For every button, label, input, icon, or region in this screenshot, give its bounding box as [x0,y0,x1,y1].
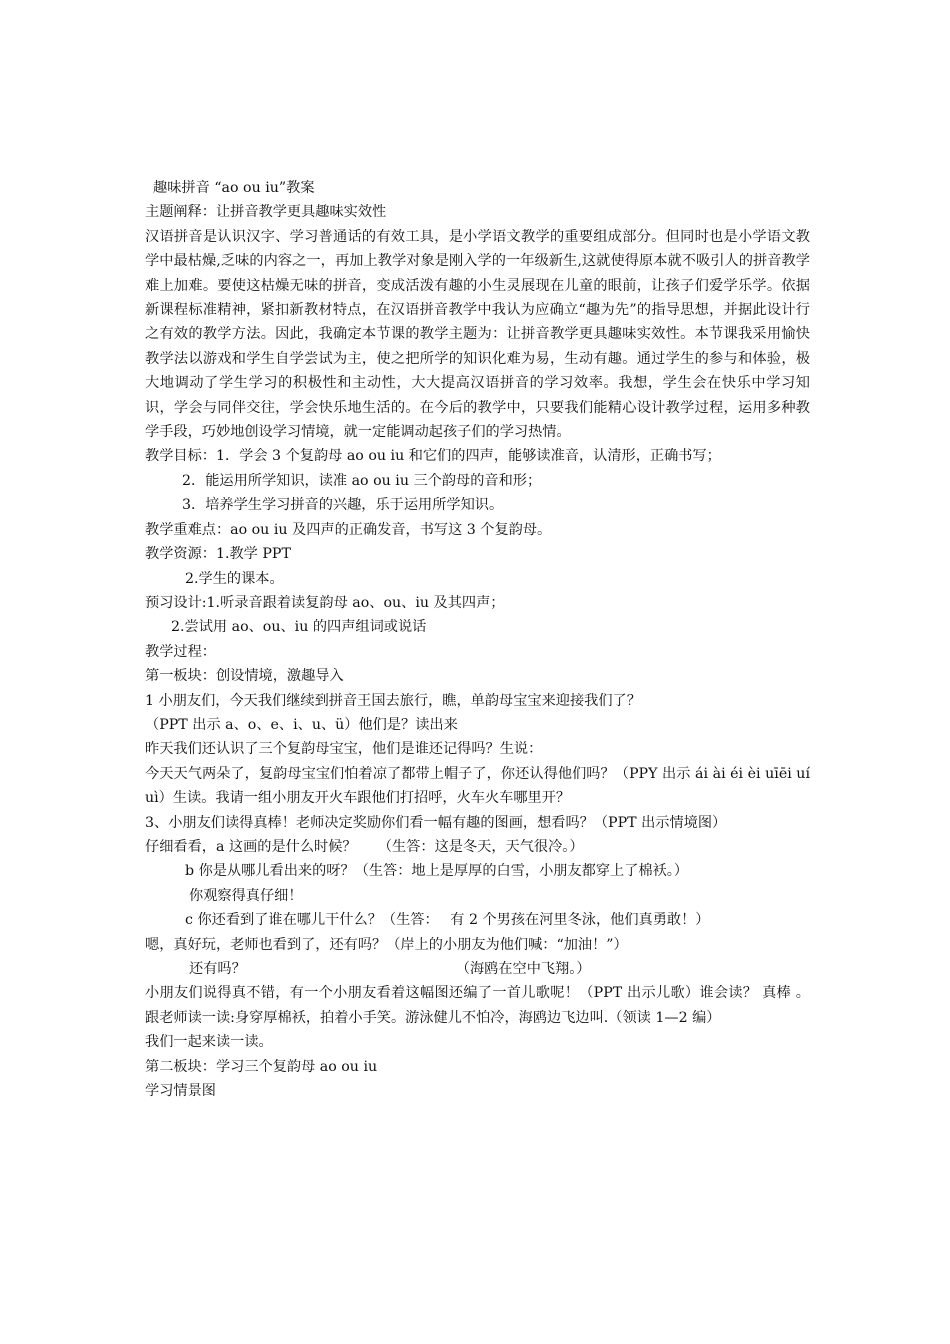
preview-1: 预习设计:1.听录音跟着读复韵母 ao、ou、iu 及其四声； [145,594,505,611]
step-1: 1 小朋友们，今天我们继续到拼音王国去旅行，瞧，单韵母宝宝来迎接我们了？ [145,692,641,709]
goal-3: 3．培养学生学习拼音的兴趣，乐于运用所学知识。 [182,497,504,514]
theme-statement: 主题阐释：让拼音教学更具趣味实效性 [145,204,387,221]
key-points: 教学重难点：ao ou iu 及四声的正确发音，书写这 3 个复韵母。 [145,521,552,538]
process-heading: 教学过程： [145,643,216,660]
document-title: 趣味拼音 “ao ou iu”教案 [153,180,315,196]
praise-line: 你观察得真仔细！ [189,887,303,904]
seagull-answer: （海鸥在空中飞翔。） [455,961,591,977]
read-together: 我们一起来读一读。 [145,1034,273,1051]
step-3: 3、小朋友们读得真棒！老师决定奖励你们看一幅有趣的图画，想看吗？（PPT 出示情境图） [145,814,727,831]
question-a: 仔细看看，a 这画的是什么时候？ （生答：这是冬天，天气很冷。） [145,838,584,855]
more-answers: 嗯，真好玩，老师也看到了，还有吗？（岸上的小朋友为他们喊：“加油！”） [145,936,628,953]
intro-paragraph: 汉语拼音是认识汉字、学习普通话的有效工具，是小学语文教学的重要组成部分。但同时也是小学语文教学中最枯燥,乏味的内容之一，再加上教学对象是刚入学的一年级新生,这就使得原本就不吸引人的拼音教学难上加难。要使这枯燥无味的拼音，变成活泼有趣的小生灵展现在儿童的眼前，让孩子们爱学乐学。依据新课程标准精神，紧扣新教材特点，在汉语拼音教学中我认为应确立“趣为先”的指导思想，并据此设计行之有效的教学方法。因此，我确定本节课的教学主题为：让拼音教学更具趣味实效性。本节课我采用愉快教学法以游戏和学生自学尝试为主，使之把所学的知识化难为易，生动有趣。通过学生的参与和体验，极大地调动了学生学习的积极性和主动性，大大提高汉语拼音的学习效率。我想，学生会在快乐中学习知识，学会与同伴交往，学会快乐地生活的。在今后的教学中，只要我们能精心设计教学过程，运用多种教学手段，巧妙地创设学习情境，就一定能调动起孩子们的学习热情。 [145,228,810,441]
goal-1: 教学目标：1．学会 3 个复韵母 ao ou iu 和它们的四声，能够读准音，认清形，正确书写； [145,448,721,465]
ppt-show-vowels: （PPT 出示 a、o、e、i、u、ü）他们是？读出来 [145,716,458,733]
seagull-line [145,957,810,981]
preview-2: 2.尝试用 ao、ou、iu 的四声组词或说话 [171,619,427,636]
goal-2: 2．能运用所学知识，读准 ao ou iu 三个韵母的音和形； [182,472,542,489]
section-1-heading: 第一板块：创设情境，激趣导入 [145,668,344,685]
resource-2: 2.学生的课本。 [185,570,284,587]
question-b: b 你是从哪儿看出来的呀？（生答：地上是厚厚的白雪，小朋友都穿上了棉袄。） [185,863,689,880]
scene-caption: 学习情景图 [145,1083,216,1100]
rhyme-paragraph: 小朋友们说得真不错，有一个小朋友看着这幅图还编了一首儿歌呢！（PPT 出示儿歌）谁会读？ 真棒 。跟老师读一读:身穿厚棉袄，拍着小手笑。游泳健儿不怕冷，海鸥边飞边叫.（领读 1—2 编） [145,985,810,1026]
resource-1: 教学资源：1.教学 PPT [145,546,291,563]
recall-compound-vowels: 昨天我们还认识了三个复韵母宝宝，他们是谁还记得吗？生说： [145,741,543,758]
document-body [145,176,810,1103]
seagull-question: 还有吗？ [189,961,246,977]
question-c: c 你还看到了谁在哪儿干什么？（生答： 有 2 个男孩在河里冬泳，他们真勇敢！） [185,912,710,929]
hats-paragraph: 今天天气两朵了，复韵母宝宝们怕着凉了都带上帽子了，你还认得他们吗？（PPY 出示 ái ài éi èi uīēi uí uì）生读。我请一组小朋友开火车跟他们打招呼，火车火车哪里开？ [145,765,810,807]
section-2-heading: 第二板块：学习三个复韵母 ao ou iu [145,1058,378,1075]
